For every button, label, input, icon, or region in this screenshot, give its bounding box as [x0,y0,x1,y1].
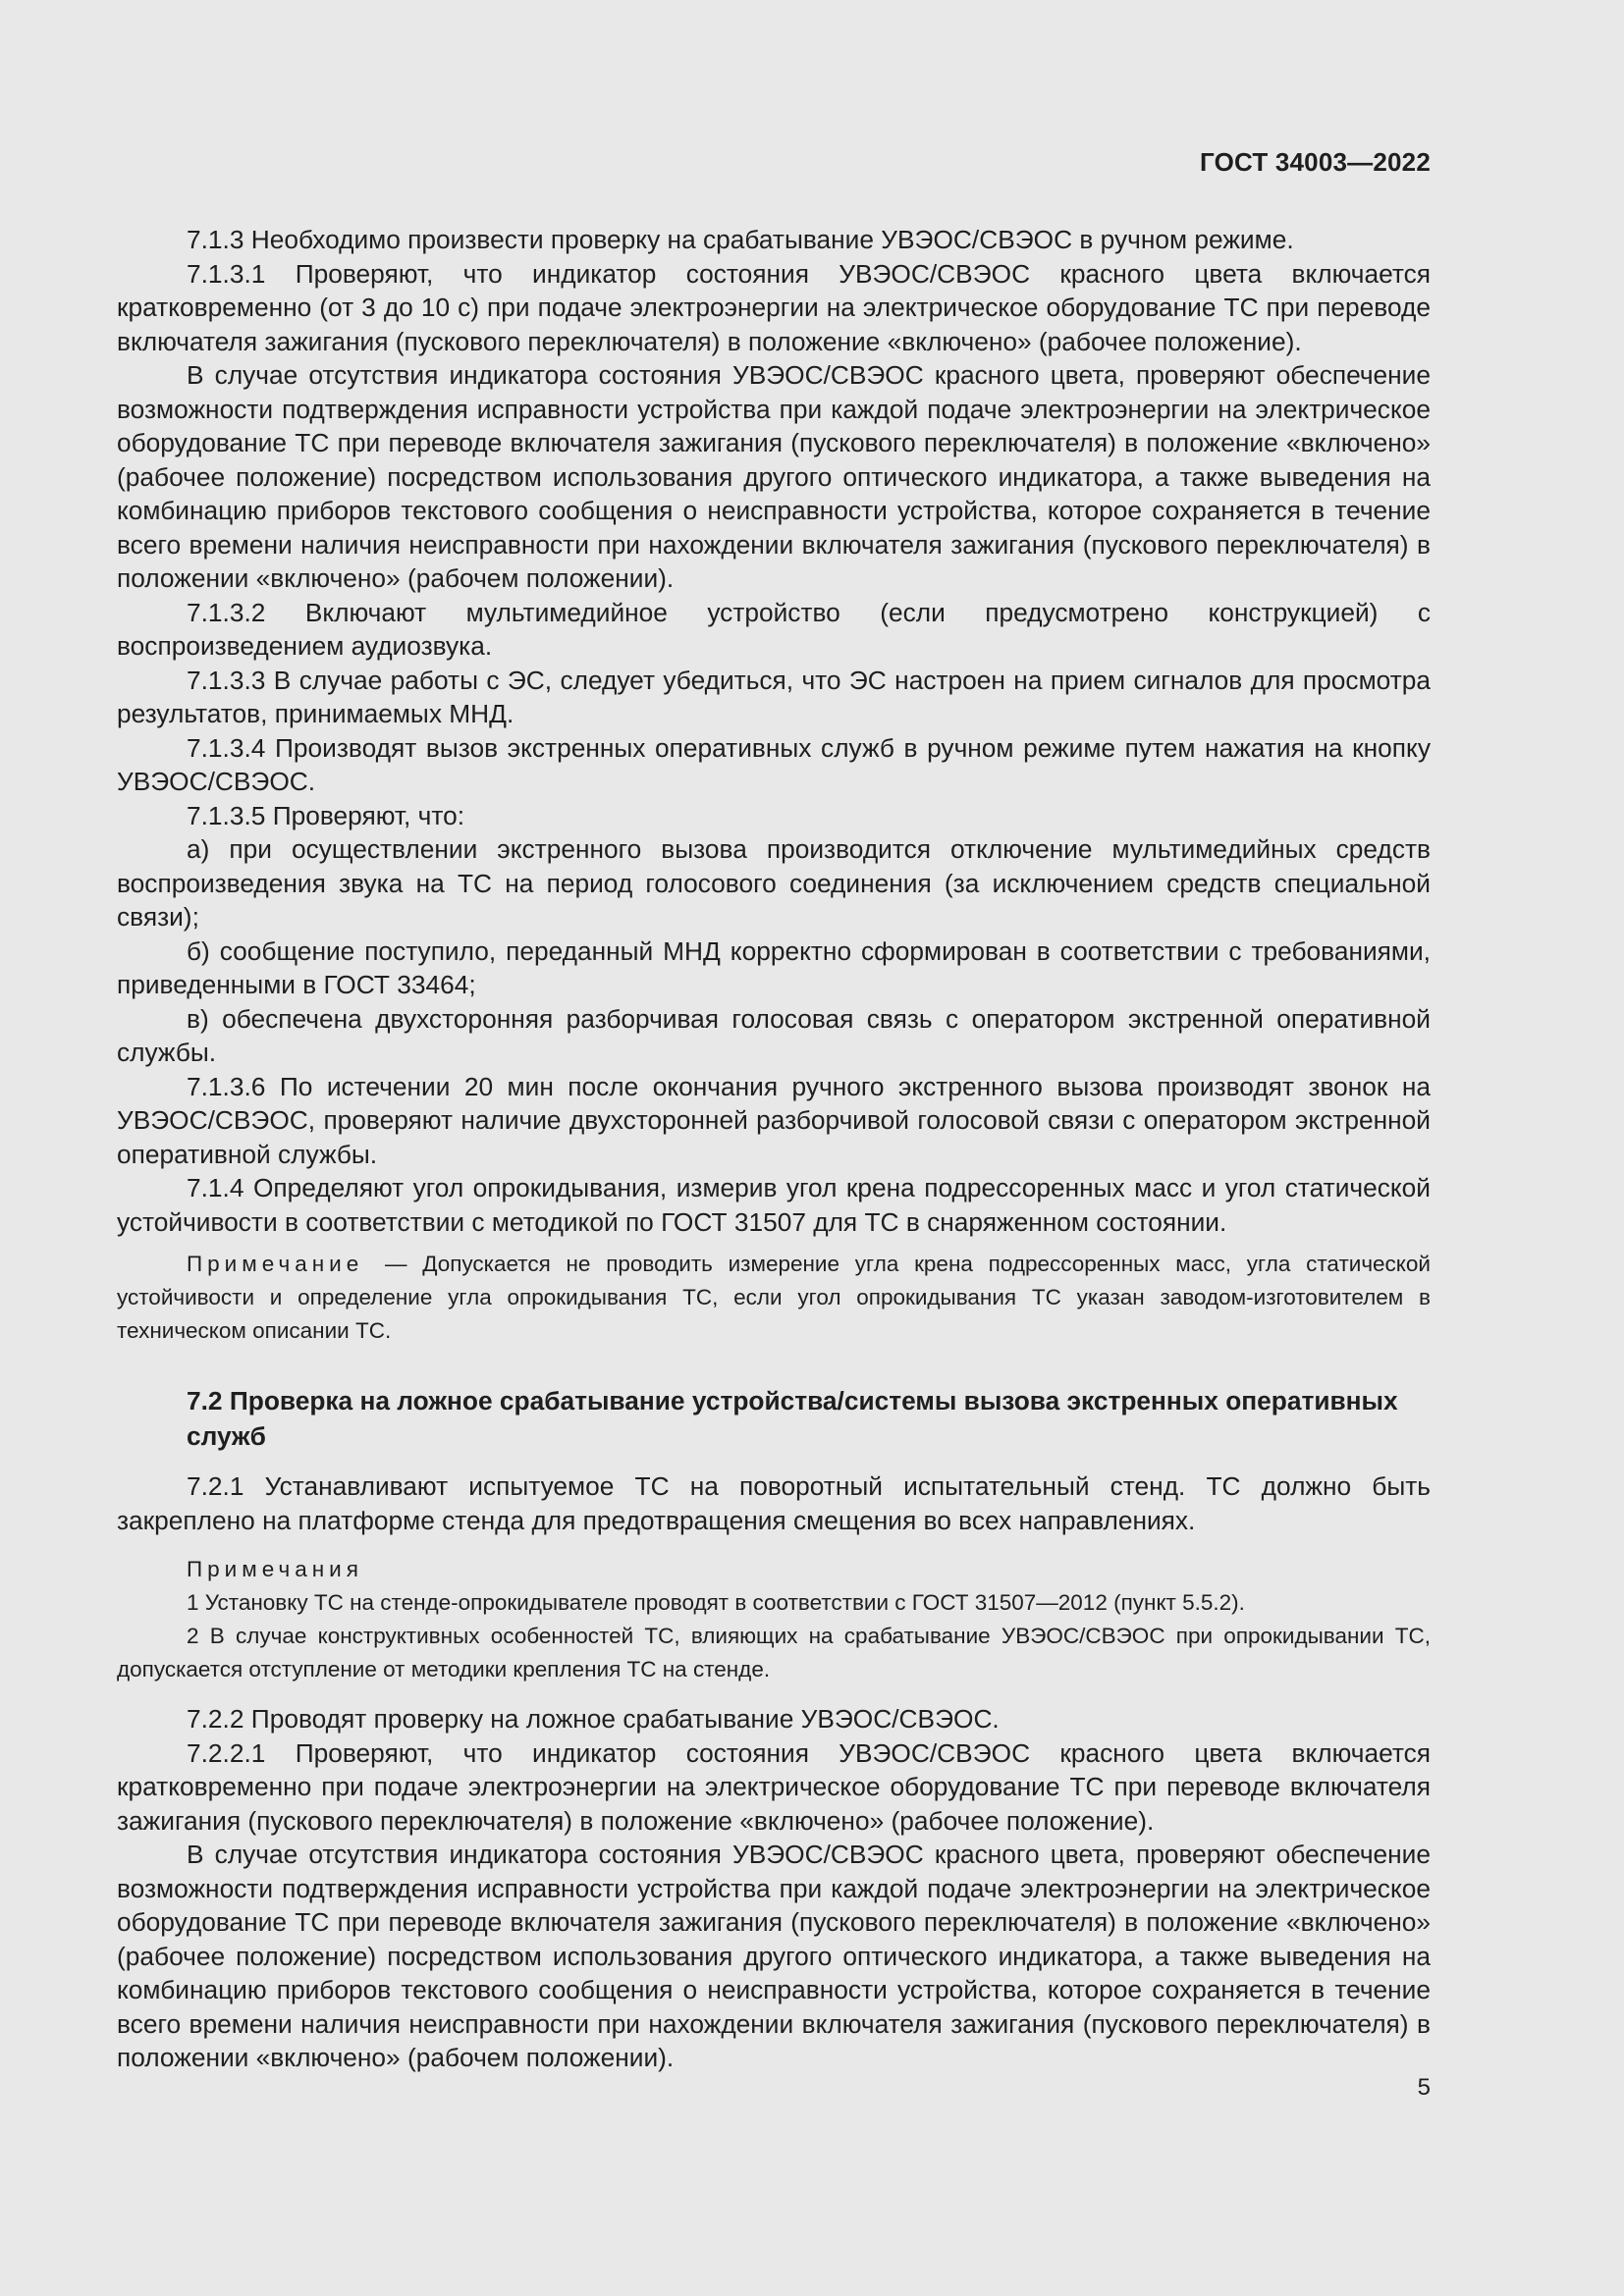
list-item-a: а) при осуществлении экстренного вызова производится отключение мультимедийных средств воспроизведения звука на ТС на период голосового соединения (за исключением средств специальной связи); [117,834,1431,932]
section-heading-7-2: 7.2 Проверка на ложное срабатывание устройства/системы вызова экстренных оперативных служб [187,1386,1398,1451]
note-item-1: 1 Установку ТС на стенде-опрокидывателе проводят в соответствии с ГОСТ 31507—2012 (пункт 5.5.2). [187,1590,1245,1615]
paragraph-7-1-3-3: 7.1.3.3 В случае работы с ЭС, следует убедиться, что ЭС настроен на прием сигналов для просмотра результатов, принимаемых МНД. [117,665,1431,728]
note-7-1-4 [117,1248,1431,1348]
list-item-v: в) обеспечена двухсторонняя разборчивая голосовая связь с оператором экстренной оперативной службы. [117,1003,1431,1067]
note-text: — Допускается не проводить измерение угла крена подрессоренных масс, угла статической устойчивости и определение угла опрокидывания ТС, если угол опрокидывания ТС указан заводом-изготовителем в техническом описании ТС. [117,1252,1431,1343]
paragraph-7-2-1: 7.2.1 Устанавливают испытуемое ТС на поворотный испытательный стенд. ТС должно быть закреплено на платформе стенда для предотвращения смещения во всех направлениях. [117,1471,1431,1535]
paragraph-7-2-2: 7.2.2 Проводят проверку на ложное срабатывание УВЭОС/СВЭОС. [187,1704,1000,1734]
paragraph-7-1-3-1: 7.1.3.1 Проверяют, что индикатор состояния УВЭОС/СВЭОС красного цвета включается кратковременно (от 3 до 10 с) при подаче электроэнергии на электрическое оборудование ТС при переводе включателя зажигания (пускового переключателя) в положение «включено» (рабочее положение). [117,258,1431,356]
document-header: ГОСТ 34003—2022 [1200,147,1431,177]
paragraph-7-1-3-4: 7.1.3.4 Производят вызов экстренных оперативных служб в ручном режиме путем нажатия на кнопку УВЭОС/СВЭОС. [117,732,1431,796]
page-content [117,223,1431,2075]
paragraph-7-1-3-2: 7.1.3.2 Включают мультимедийное устройство (если предусмотрено конструкцией) с воспроизведением аудиозвука. [117,597,1431,661]
notes-title: Примечания [187,1557,363,1581]
paragraph-7-1-3-1-alt: В случае отсутствия индикатора состояния УВЭОС/СВЭОС красного цвета, проверяют обеспечение возможности подтверждения исправности устройства при каждой подаче электроэнергии на электрическое оборудование ТС при переводе включателя зажигания (пускового переключателя) в положение «включено» (рабочее положение) посредством использования другого оптического индикатора, а также выведения на комбинацию приборов текстового сообщения о неисправности устройства, которое сохраняется в течение всего времени наличия неисправности при нахождении включателя зажигания (пускового переключателя) в положении «включено» (рабочем положении). [117,360,1431,593]
note-label: Примечание [187,1252,364,1276]
page-number: 5 [1417,2074,1431,2101]
paragraph-7-1-3-5: 7.1.3.5 Проверяют, что: [187,800,465,830]
paragraph-7-1-3-6: 7.1.3.6 По истечении 20 мин после окончания ручного экстренного вызова производят звонок на УВЭОС/СВЭОС, проверяют наличие двухсторонней разборчивой голосовой связи с оператором экстренной оперативной службы. [117,1071,1431,1169]
note-item-2: 2 В случае конструктивных особенностей ТС, влияющих на срабатывание УВЭОС/СВЭОС при опрокидывании ТС, допускается отступление от методики крепления ТС на стенде. [117,1624,1431,1682]
list-item-b: б) сообщение поступило, переданный МНД корректно сформирован в соответствии с требованиями, приведенными в ГОСТ 33464; [117,935,1431,999]
paragraph-7-2-2-1: 7.2.2.1 Проверяют, что индикатор состояния УВЭОС/СВЭОС красного цвета включается кратковременно при подаче электроэнергии на электрическое оборудование ТС при переводе включателя зажигания (пускового переключателя) в положение «включено» (рабочее положение). [117,1737,1431,1836]
paragraph-7-1-3: 7.1.3 Необходимо произвести проверку на срабатывание УВЭОС/СВЭОС в ручном режиме. [187,225,1294,254]
paragraph-7-1-4: 7.1.4 Определяют угол опрокидывания, измерив угол крена подрессоренных масс и угол статической устойчивости в соответствии с методикой по ГОСТ 31507 для ТС в снаряженном состоянии. [117,1173,1431,1237]
paragraph-7-2-2-1-alt: В случае отсутствия индикатора состояния УВЭОС/СВЭОС красного цвета, проверяют обеспечение возможности подтверждения исправности устройства при каждой подаче электроэнергии на электрическое оборудование ТС при переводе включателя зажигания (пускового переключателя) в положение «включено» (рабочее положение) посредством использования другого оптического индикатора, а также выведения на комбинацию приборов текстового сообщения о неисправности устройства, которое сохраняется в течение всего времени наличия неисправности при нахождении включателя зажигания (пускового переключателя) в положении «включено» (рабочем положении). [117,1840,1431,2072]
